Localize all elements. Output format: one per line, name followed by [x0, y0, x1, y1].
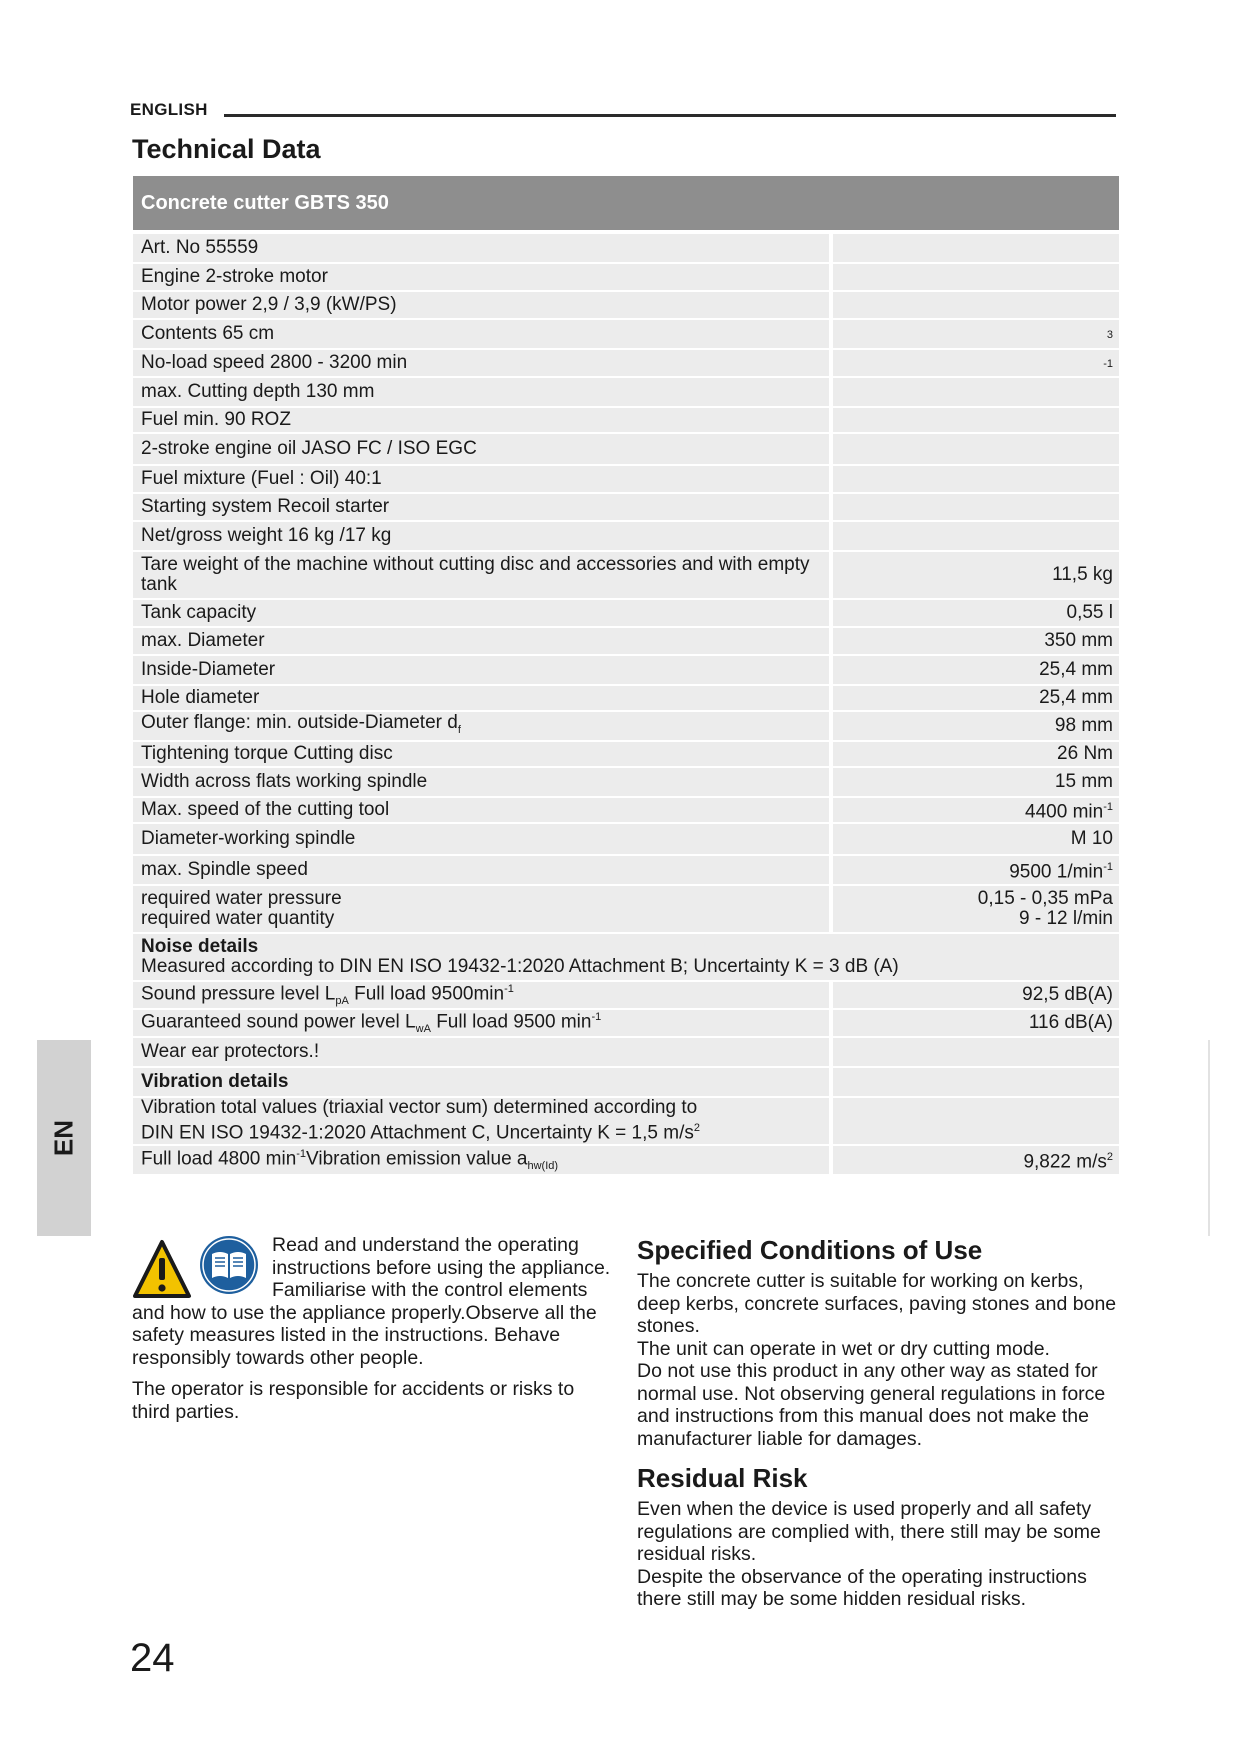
water-quantity-value: 9 - 12 l/min [1019, 908, 1113, 929]
table-row [133, 742, 1119, 766]
conditions-text-3: Do not use this product in any other way as stated for normal use. Not observing general regulations in force and instructions from this manual does not make the manufacturer liable for damages. [637, 1360, 1106, 1450]
row-label: Fuel mixture (Fuel : Oil) 40:1 [141, 468, 382, 489]
sound-power-label: Guaranteed sound power level L [141, 1011, 416, 1033]
table-row: Max. speed of the cutting tool 4400 $\min^{-1}$ [133, 798, 1119, 822]
row-value: 25,4 mm [1039, 687, 1113, 708]
table-row: Outer flange: min. outside-Diameter $d_f$ 98 mm [133, 712, 1119, 740]
table-row [133, 824, 1119, 854]
table-row [133, 350, 1119, 376]
row-value: 98 mm [1054, 715, 1113, 736]
sound-pressure-value: 92,5 dB(A) [1022, 984, 1113, 1005]
page-number: 24 [130, 1636, 175, 1680]
row-label: Fuel min. 90 ROZ [141, 409, 291, 430]
sound-power-value: 116 dB(A) [1028, 1012, 1113, 1033]
row-label: Contents 65 cm [141, 323, 275, 344]
vibration-title: Vibration details [141, 1071, 289, 1092]
table-row-sound-pressure: Sound pressure level $L_{pA}$ Full load $9500\min^{-1}$ 92,5 dB(A) [133, 982, 1119, 1008]
conditions-text-1: The concrete cutter is suitable for working on kerbs, deep kerbs, concrete surfaces, paving stones and bone stones. [637, 1270, 1117, 1337]
table-row-vibration-load: Full load 4800 $\min^{-1}Vibration$ emission value $a_{hw(Id)}$ 9,822 $m/s^2$ [133, 1146, 1119, 1174]
vibration-text-1: Vibration total values (triaxial vector sum) determined according to [141, 1097, 698, 1119]
residual-risk-heading: Residual Risk [637, 1463, 808, 1493]
table-row [133, 656, 1119, 684]
language-label: ENGLISH [130, 100, 208, 119]
residual-risk-text-1: Even when the device is used properly and all safety regulations are complied with, there still may be some residual risks. [637, 1498, 1101, 1565]
conditions-text-2: The unit can operate in wet or dry cutting mode. [637, 1337, 1050, 1360]
ear-protection-note: Wear ear protectors.! [141, 1041, 320, 1062]
table-row [133, 434, 1119, 464]
row-value: 25,4 mm [1039, 659, 1113, 680]
row-value: 9500 1/min [1009, 861, 1104, 883]
page-edge-line [1208, 1040, 1210, 1236]
table-row-sound-power: Guaranteed sound power level $L_{wA}$ Full load 9500 $\min^{-1}$ 116 dB(A) [133, 1010, 1119, 1036]
row-label: max. Spindle speed [141, 859, 308, 880]
row-value: -1 [1103, 358, 1113, 370]
table-row-ear [133, 1038, 1119, 1066]
row-value: 4400 min [1025, 801, 1104, 823]
table-row [133, 292, 1119, 318]
table-rows [133, 234, 1119, 884]
row-label: Outer flange: min. outside-Diameter d [141, 711, 458, 733]
row-label: Motor power 2,9 / 3,9 (kW/PS) [141, 294, 397, 315]
table-row [133, 600, 1119, 626]
table-row [133, 628, 1119, 654]
row-label: Art. No 55559 [141, 237, 259, 258]
row-label: Starting system Recoil starter [141, 496, 390, 517]
row-label: No-load speed 2800 - 3200 min [141, 352, 408, 373]
row-value: 3 [1106, 329, 1113, 341]
row-label: max. Diameter [141, 630, 265, 651]
table-row-noise [133, 934, 1119, 980]
table-row [133, 234, 1119, 262]
row-label: 2-stroke engine oil JASO FC / ISO EGC [141, 438, 477, 459]
table-row [133, 552, 1119, 598]
water-pressure-value: 0,15 - 0,35 mPa [977, 888, 1113, 909]
operator-responsibility-text: The operator is responsible for accidents or risks to third parties. [132, 1378, 575, 1423]
row-value: M 10 [1070, 828, 1113, 849]
row-label: Tank capacity [141, 602, 257, 623]
row-label: Tare weight of the machine without cutting disc and accessories and with empty tank [141, 554, 810, 595]
row-label: Tightening torque Cutting disc [141, 743, 393, 764]
table-row-vibration-text: Vibration total values (triaxial vector sum) determined according to DIN EN ISO 19432-1:2020 Attachment C, Uncertainty K = 1,5 $m/s^2$ [133, 1098, 1119, 1144]
noise-text: Measured according to DIN EN ISO 19432-1:2020 Attachment B; Uncertainty K = 3 dB (A) [141, 956, 899, 977]
row-value: 15 mm [1054, 771, 1113, 792]
table-row-vibration-title [133, 1068, 1119, 1096]
row-value: 26 Nm [1057, 743, 1113, 764]
safety-instructions-text: Read and understand the operating instructions before using the appliance. Familiarise with the control elements and how to use the appliance properly.Observe all the safety measures listed in the instructions. Behave responsibly towards other people. [132, 1234, 611, 1369]
row-label: Net/gross weight 16 kg /17 kg [141, 525, 392, 546]
table-row [133, 466, 1119, 492]
read-manual-icon [198, 1234, 260, 1296]
table-row [133, 378, 1119, 406]
row-label: max. Cutting depth 130 mm [141, 381, 375, 402]
vibration-value: 9,822 m/s [1023, 1151, 1107, 1173]
table-row [133, 494, 1119, 520]
sound-pressure-label: Sound pressure level L [141, 983, 336, 1005]
page-title: Technical Data [132, 134, 321, 164]
vibration-load-label: Full load 4800 min [141, 1148, 297, 1170]
row-label: Inside-Diameter [141, 659, 276, 680]
vibration-text-2: DIN EN ISO 19432-1:2020 Attachment C, Uncertainty K = 1,5 m/s [141, 1122, 694, 1144]
table-row [133, 686, 1119, 710]
row-value: 11,5 kg [1052, 564, 1113, 585]
row-value: 0,55 l [1066, 602, 1113, 623]
residual-risk-text-2: Despite the observance of the operating instructions there still may be some hidden residual risks. [637, 1565, 1087, 1610]
usage-section [637, 1234, 1127, 1611]
row-label: Width across flats working spindle [141, 771, 428, 792]
row-label: Hole diameter [141, 687, 260, 708]
table-row [133, 320, 1119, 348]
table-heading: Concrete cutter GBTS 350 [133, 176, 1119, 230]
table-row [133, 768, 1119, 796]
language-side-tab [37, 1040, 91, 1236]
row-label: Engine 2-stroke motor [141, 266, 328, 287]
row-label: Max. speed of the cutting tool [141, 799, 390, 820]
side-tab-label: EN [48, 1119, 79, 1157]
table-row: max. Spindle speed 9500 $1/\min^{-1}$ [133, 856, 1119, 884]
header-rule [224, 114, 1116, 117]
table-row-water [133, 886, 1119, 932]
table-row [133, 522, 1119, 550]
noise-title: Noise details [141, 936, 259, 957]
technical-data-table [133, 176, 1119, 1176]
row-label: Diameter-working spindle [141, 828, 356, 849]
table-row [133, 264, 1119, 290]
table-row [133, 408, 1119, 432]
row-value: 350 mm [1044, 630, 1113, 651]
water-quantity-label: required water quantity [141, 908, 335, 929]
safety-notice [132, 1234, 612, 1423]
water-pressure-label: required water pressure [141, 888, 342, 909]
conditions-heading: Specified Conditions of Use [637, 1235, 983, 1265]
